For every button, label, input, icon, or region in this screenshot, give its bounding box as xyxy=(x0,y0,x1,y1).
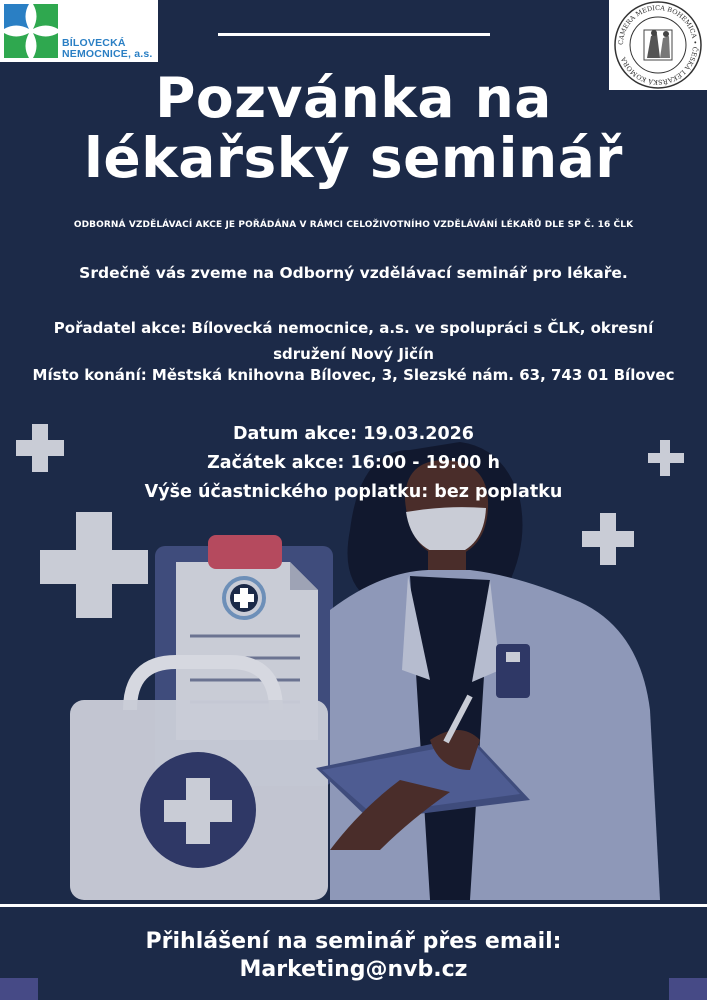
organizer-text: Pořadatel akce: Bílovecká nemocnice, a.s. ve spolupráci s ČLK, okresní sdružení Nový Jičín xyxy=(53,319,654,363)
logo-text-line2: NEMOCNICE, a.s. xyxy=(62,48,153,60)
clipboard-clip xyxy=(208,535,282,569)
event-time: Začátek akce: 16:00 - 19:00 h xyxy=(207,453,500,473)
plus-icon xyxy=(40,512,148,618)
seal-text: CAMERA MEDICA BOHEMICA • ČESKÁ LÉKAŘSKÁ KOMORA xyxy=(616,3,700,87)
contact-email[interactable]: Marketing@nvb.cz xyxy=(239,957,468,982)
subtitle: ODBORNÁ VZDĚLÁVACÍ AKCE JE POŘÁDÁNA V RÁMCI CELOŽIVOTNÍHO VZDĚLÁVÁNÍ LÉKAŘŮ DLE SP Č. 16 ČLK xyxy=(73,220,634,230)
page-title xyxy=(0,68,707,188)
event-details xyxy=(0,420,707,507)
intro-text: Srdečně vás zveme na Odborný vzdělávací seminář pro lékaře. xyxy=(79,264,628,282)
event-date: Datum akce: 19.03.2026 xyxy=(233,424,474,444)
logo-text-line1: BÍLOVECKÁ xyxy=(62,37,126,49)
title-line2: lékařský seminář xyxy=(84,126,623,190)
title-line1: Pozvánka na xyxy=(155,66,552,130)
plus-icon xyxy=(582,513,634,565)
contact-line: Přihlášení na seminář přes email: xyxy=(145,929,562,954)
contact-block xyxy=(0,928,707,984)
bottom-divider xyxy=(0,904,707,907)
corner-accent-right xyxy=(669,978,707,1000)
venue-text: Místo konání: Městská knihovna Bílovec, 3, Slezské nám. 63, 743 01 Bílovec xyxy=(32,366,675,384)
lab-coat xyxy=(330,570,660,900)
corner-accent-left xyxy=(0,978,38,1000)
event-fee: Výše účastnického poplatku: bez poplatku xyxy=(144,482,563,502)
hospital-logo xyxy=(0,0,158,62)
hospital-logo-icon xyxy=(2,2,60,60)
top-divider xyxy=(218,33,490,36)
